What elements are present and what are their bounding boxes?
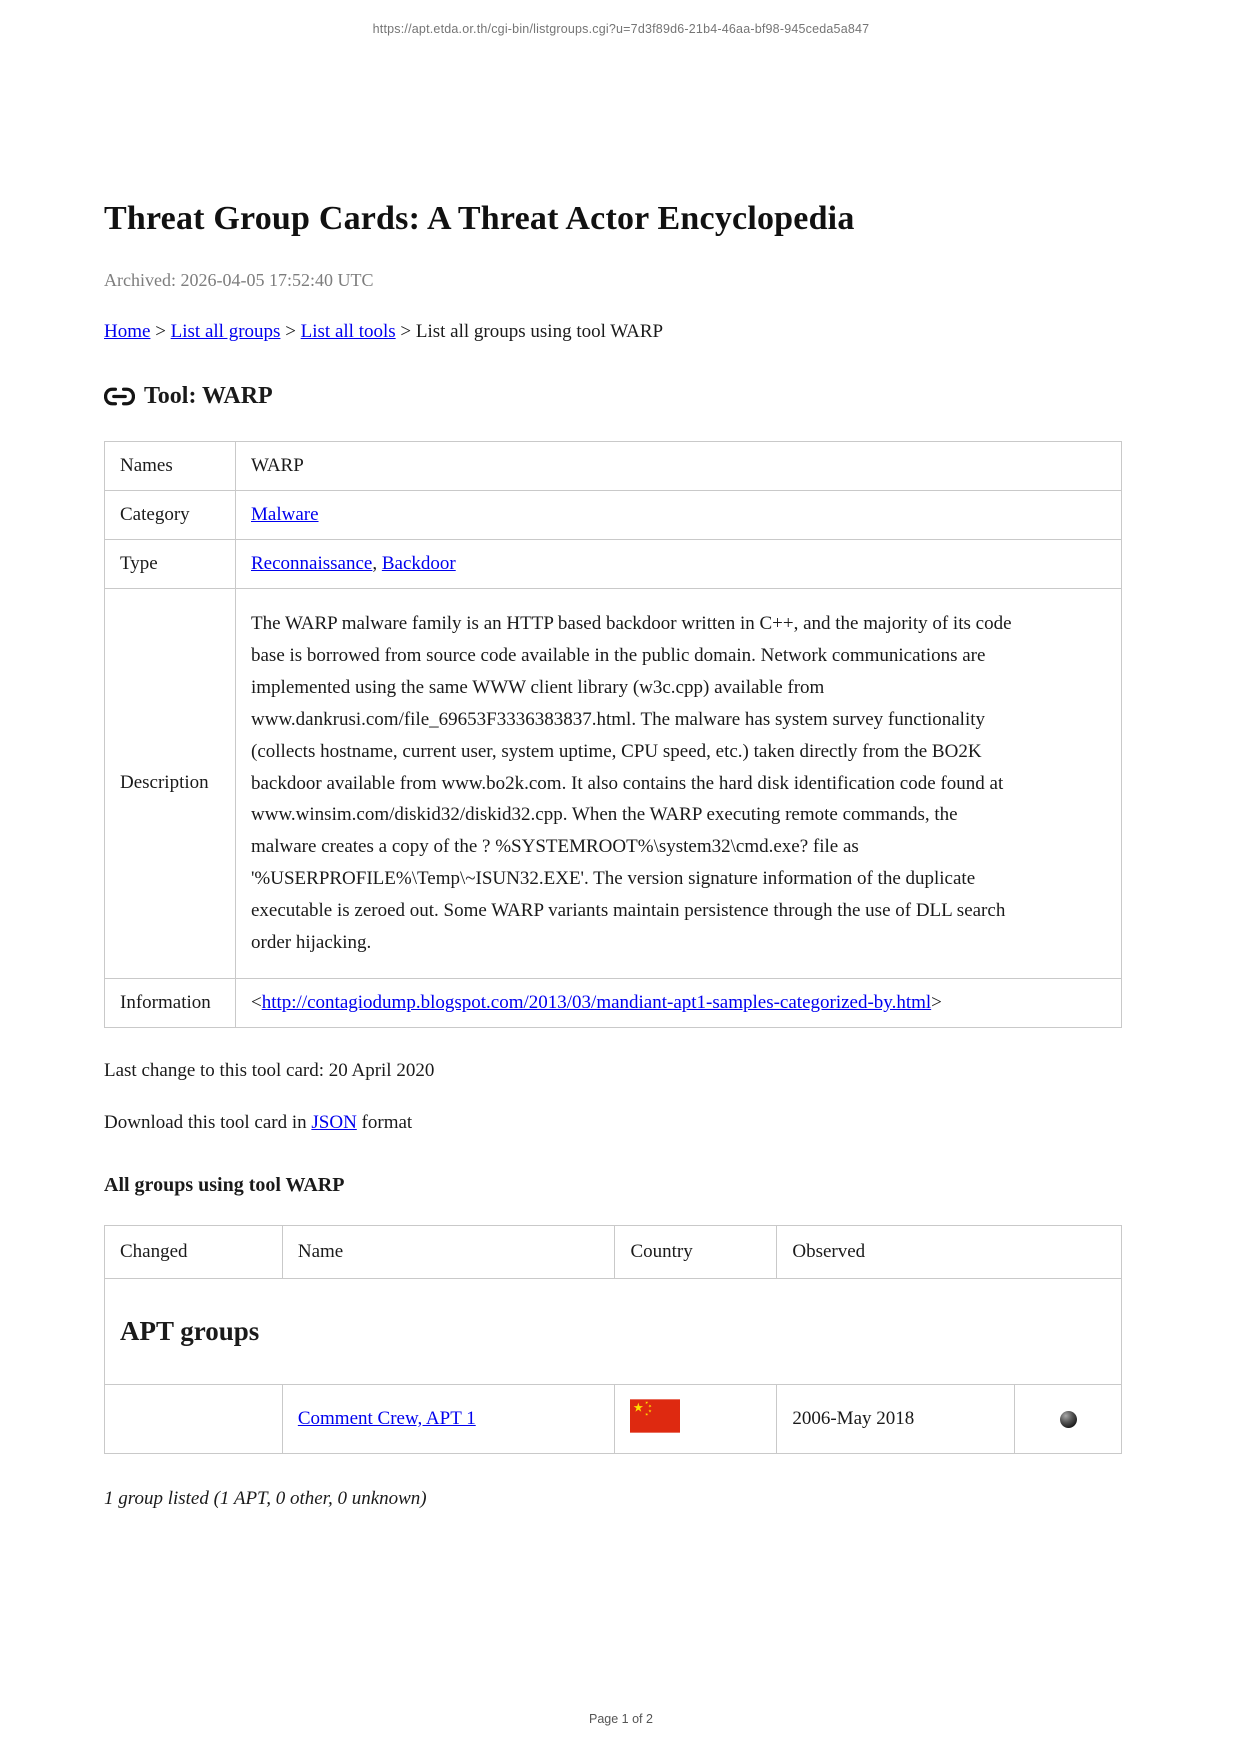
print-header-url: https://apt.etda.or.th/cgi-bin/listgroups.cgi?u=7d3f89d6-21b4-46aa-bf98-945ceda5a847 — [372, 22, 870, 36]
download-prefix: Download this tool card in — [104, 1111, 312, 1133]
table-row — [105, 540, 1122, 589]
tool-ball-cell — [1015, 1384, 1122, 1453]
breadcrumb-link-list-all-tools[interactable]: List all tools — [300, 321, 396, 342]
table-row — [105, 442, 1122, 491]
table-row — [105, 589, 1122, 979]
column-header-country: Country — [615, 1225, 777, 1278]
apt-groups-heading: APT groups — [120, 1315, 260, 1346]
type-separator: , — [372, 553, 382, 574]
breadcrumb — [104, 321, 1122, 343]
table-row — [105, 978, 1122, 1027]
row-label-description: Description — [105, 589, 236, 979]
breadcrumb-current: List all groups using tool WARP — [415, 321, 664, 342]
description-value — [236, 589, 1122, 979]
archived-timestamp: Archived: 2026-04-05 17:52:40 UTC — [104, 270, 374, 290]
table-row — [105, 491, 1122, 540]
section-row — [105, 1278, 1122, 1384]
changed-cell — [105, 1384, 283, 1453]
breadcrumb-separator: > — [400, 321, 412, 342]
group-name-cell — [282, 1384, 615, 1453]
last-change-text: Last change to this tool card: 20 April 2020 — [104, 1059, 435, 1081]
country-cell — [615, 1384, 777, 1453]
row-label-category: Category — [105, 491, 236, 540]
angle-bracket-close: > — [931, 991, 942, 1013]
row-label-names: Names — [105, 442, 236, 491]
row-label-type: Type — [105, 540, 236, 589]
type-link-reconnaissance[interactable]: Reconnaissance — [251, 553, 373, 574]
group-link-comment-crew-apt1[interactable]: Comment Crew, APT 1 — [297, 1407, 476, 1429]
category-link-malware[interactable]: Malware — [251, 504, 319, 525]
breadcrumb-separator: > — [155, 321, 166, 342]
type-link-backdoor[interactable]: Backdoor — [381, 553, 456, 574]
document-body — [104, 0, 1122, 1510]
description-text: The WARP malware family is an HTTP based backdoor written in C++, and the majority of its code base is borrowed from source code available in the public domain. Network communications are implemented using the same WWW client library (w3c.cpp) available from www.dankrusi.com/file_69653F3336383837.html. The malware has system survey functionality (collects hostname, current user, system uptime, CPU speed, etc.) taken directly from the BO2K backdoor available from www.bo2k.com. It also contains the hard disk identification code found at www.winsim.com/diskid32/diskid32.cpp. When the WARP executing remote commands, the malware creates a copy of the ? %SYSTEMROOT%\system32\cmd.exe? file as '%USERPROFILE%\Temp\~ISUN32.EXE'. The version signature information of the duplicate executable is zeroed out. Some WARP variants maintain persistence through the use of DLL search order hijacking. — [251, 613, 1012, 954]
print-footer-page-indicator: Page 1 of 2 — [589, 1712, 653, 1726]
column-header-changed: Changed — [105, 1225, 283, 1278]
download-suffix: format — [356, 1111, 413, 1133]
column-header-name: Name — [282, 1225, 615, 1278]
page-title: Threat Group Cards: A Threat Actor Encyclopedia — [104, 200, 855, 237]
tool-heading — [104, 383, 1122, 415]
groups-table — [104, 1225, 1122, 1454]
groups-section-heading: All groups using tool WARP — [104, 1173, 345, 1196]
breadcrumb-separator: > — [285, 321, 296, 342]
names-value: WARP — [236, 442, 1122, 491]
json-download-link[interactable]: JSON — [311, 1111, 357, 1133]
apt-groups-section-cell — [105, 1278, 1122, 1384]
information-link[interactable]: http://contagiodump.blogspot.com/2013/03/mandiant-apt1-samples-categorized-by.html — [261, 991, 932, 1013]
breadcrumb-link-home[interactable]: Home — [104, 321, 151, 342]
column-header-observed: Observed — [777, 1225, 1122, 1278]
download-text — [104, 1112, 1122, 1134]
groups-count-note: 1 group listed (1 APT, 0 other, 0 unknown) — [104, 1487, 427, 1509]
angle-bracket-open: < — [251, 991, 262, 1013]
observed-cell: 2006-May 2018 — [777, 1384, 1015, 1453]
dark-ball-icon — [1060, 1411, 1077, 1428]
breadcrumb-link-list-all-groups[interactable]: List all groups — [170, 321, 281, 342]
information-value — [236, 978, 1122, 1027]
table-row — [105, 1384, 1122, 1453]
china-flag-icon — [630, 1417, 680, 1438]
chain-link-icon — [104, 383, 135, 415]
row-label-information: Information — [105, 978, 236, 1027]
category-value — [236, 491, 1122, 540]
tool-heading-label: Tool: WARP — [144, 383, 273, 409]
tool-card-table — [104, 441, 1122, 1028]
type-value — [236, 540, 1122, 589]
groups-table-header-row — [105, 1225, 1122, 1278]
tool-card-footer — [104, 1060, 1122, 1197]
